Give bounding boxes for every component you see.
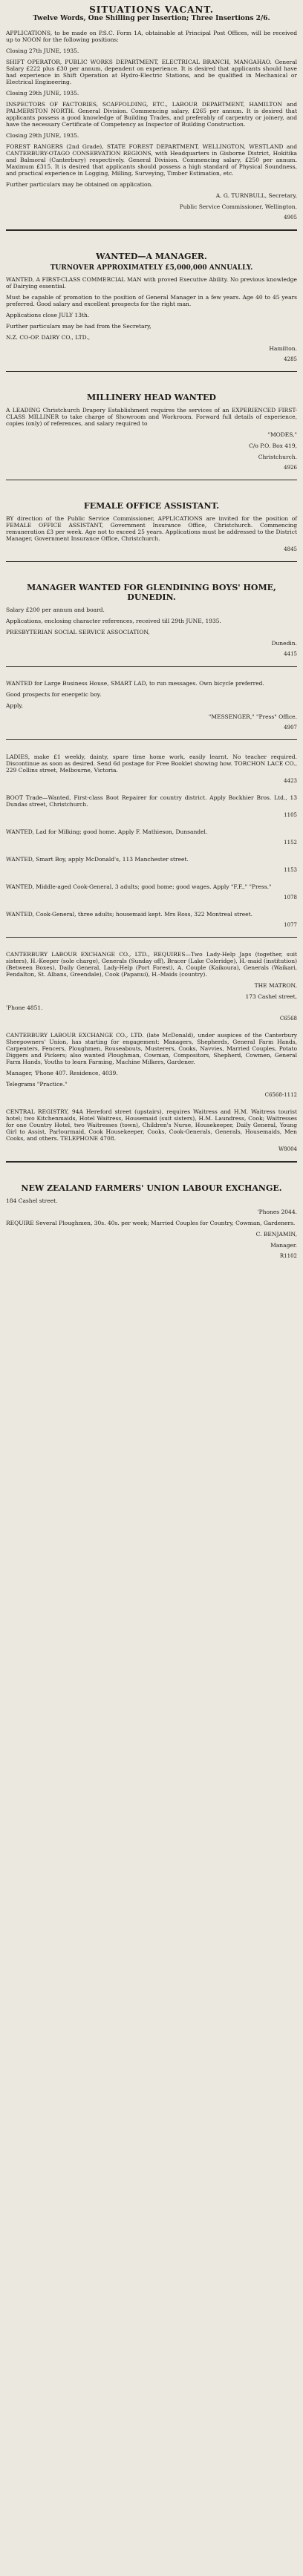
- divider: [6, 666, 297, 667]
- ref-1078: 1078: [284, 895, 297, 900]
- rates-line: Twelve Words, One Shilling per Insertion; Three Insertions 2/6.: [33, 15, 270, 22]
- divider: [6, 229, 297, 231]
- ref-1105: 1105: [284, 812, 297, 818]
- glendining-advert: [6, 568, 297, 660]
- ladies-advert: [6, 746, 297, 787]
- section-heading: SITUATIONS VACANT.: [89, 4, 214, 15]
- ref-4926: 4926: [284, 465, 297, 471]
- page: [6, 4, 297, 1275]
- millinery-body: A LEADING Christchurch Drapery Establishment requires the services of an EXPERIENCED FIRST-CLASS MILLINER to take charge of Showroom and Workroom. Forward full details of experience, copies (only) of references, and salary required to: [6, 407, 297, 427]
- ref-w8004: W8004: [278, 1146, 297, 1152]
- cook-general-2-body: WANTED, Cook-General, three adults; housemaid kept. Mrs Ross, 322 Montreal street.: [6, 911, 252, 918]
- ref-4905: 4905: [284, 215, 297, 220]
- ref-4845: 4845: [284, 546, 297, 552]
- central-registry-body: CENTRAL REGISTRY, 94A Hereford street (upstairs), requires Waitress and H.M. Waitress tourist hotel; two Kitchenmaids, Hotel Waitress, Housemaid (suit sisters), H.M. Laundress, Cook; Waitresses for one Country Hotel, two Waitresses (town), Children's Nurse, Housekeeper, Daily General, Young Girl to Assist, Parlourmaid, Cook Housekeeper, Cooks, Cook-Generals, Generals, Housemaids, Men Cooks, and others. TELEPHONE 4708.: [6, 1108, 297, 1142]
- phone-4851: 'Phone 4851.: [6, 1004, 43, 1011]
- commission-line: Public Service Commissioner, Wellington.: [179, 203, 297, 210]
- nz-coop-line: N.Z. CO-OP. DAIRY CO., LTD.,: [6, 334, 91, 341]
- presbyterian-line: PRESBYTERIAN SOCIAL SERVICE ASSOCIATION,: [6, 629, 150, 635]
- manager-particulars: Further particulars may be had from the Secretary,: [6, 323, 152, 330]
- ref-1077: 1077: [284, 922, 297, 928]
- millinery-advert: [6, 378, 297, 474]
- glendining-title: MANAGER WANTED FOR GLENDINING BOYS' HOME, DUNEDIN.: [27, 583, 276, 602]
- shift-operator-advert: SHIFT OPERATOR, PUBLIC WORKS DEPARTMENT, ELECTRICAL BRANCH, MANGAHAO. General Salary £222 plus £30 per annum, dependent on experience. It is desired that applicants should have had experience in Shift Operation at Hydro-Electric Stations, and be qualified in Mechanical or Electrical Engineering.: [6, 59, 297, 85]
- ref-4423: 4423: [284, 778, 297, 784]
- cook-general-advert: [6, 876, 297, 903]
- millinery-title: MILLINERY HEAD WANTED: [87, 393, 216, 402]
- glendining-salary: Salary £200 per annum and board.: [6, 607, 105, 613]
- christchurch-line: Christchurch.: [258, 454, 297, 460]
- good-prospects: Good prospects for energetic boy.: [6, 691, 102, 698]
- nzfu-advert: [6, 1168, 297, 1262]
- ref-4285: 4285: [284, 356, 297, 362]
- cook-general-body: WANTED, Middle-aged Cook-General, 3 adults; good home; good wages. Apply "F.F.," "Press.": [6, 883, 272, 890]
- divider: [6, 937, 297, 938]
- closing-date-3: Closing 29th JUNE, 1935.: [6, 132, 79, 139]
- benjamin-manager: Manager.: [270, 1242, 297, 1249]
- forest-rangers-advert: FOREST RANGERS (2nd Grade), STATE FOREST DEPARTMENT, WELLINGTON, WESTLAND and CANTERBURY-OTAGO CONSERVATION REGIONS, with Headquarters in Gisborne District, Hokitika and Balmoral (Canterbury) respectively. General Division. Commencing salary, £250 per annum. Maximum £315. It is desired that applicants should possess a high standard of Physical Soundness, and practical experience in Logging, Milling, Surveying, Timber Estimation, etc.: [6, 143, 297, 177]
- canterbury-labour-2-body: CANTERBURY LABOUR EXCHANGE CO., LTD. (late McDonald), under auspices of the Canterbury Sheepowners' Union, has starting for engagement: Managers, Shepherds, General Farm Hands, Carpenters, Fencers, Ploughmen, Rouseabouts, Musterers, Cooks, Navvies, Married Couples, Potato Diggers and Pickers; also wanted Ploughman, Cowman, Compositors, Shepherd, Cowmen, General Farm Hands, Youths to learn Farming, Machine Milkers, Gardener.: [6, 1032, 297, 1065]
- female-advert: [6, 486, 297, 555]
- ref-r1102: R1102: [279, 1253, 297, 1259]
- manager-phone: Manager, 'Phone 407. Residence, 4039.: [6, 1070, 118, 1076]
- inspectors-advert: INSPECTORS OF FACTORIES, SCAFFOLDING, ETC., LABOUR DEPARTMENT, HAMILTON and PALMERSTON NORTH. General Division. Commencing salary, £265 per annum. It is desired that applicants possess a good knowledge of Building Trades, and preferably of carpentry or joinery, and have the necessary Certificate of Competency as Inspector of Building Construction.: [6, 101, 297, 128]
- manager-body: WANTED, A FIRST-CLASS COMMERCIAL MAN with proved Executive Ability. No previous knowledge of Dairying essential.: [6, 276, 297, 290]
- divider: [6, 561, 297, 562]
- gpo-line: C/o P.O. Box 419,: [249, 442, 297, 449]
- bottom-spacer: [6, 1262, 297, 1275]
- nzfu-body: REQUIRE Several Ploughmen, 30s. 40s. per week; Married Couples for Country, Cowman, Gardeners.: [6, 1220, 296, 1226]
- female-body: BY direction of the Public Service Commissioner, APPLICATIONS are invited for the position of FEMALE OFFICE ASSISTANT, Government Insurance Office, Christchurch. Commencing remuneration £3 per week. Age not to exceed 25 years. Applications must be addressed to the District Manager, Government Insurance Office, Christchurch.: [6, 515, 297, 542]
- smart-boy-body: WANTED, Smart Boy, apply McDonald's, 113 Manchester street.: [6, 856, 189, 863]
- applications-close: Applications close JULY 13th.: [6, 312, 90, 318]
- ladies-body: LADIES, make £1 weekly, dainty, spare time home work, easily learnt. No teacher required. Discontinue as soon as desired. Send 6d postage for Free Booklet showing how. TORCHON LACE CO., 229 Collins street, Melbourne, Victoria.: [6, 753, 297, 774]
- psc-intro: APPLICATIONS, to be made on P.S.C. Form 1A, obtainable at Principal Post Offices, will be received up to NOON for the following positions:: [6, 30, 297, 43]
- smart-lad-advert: [6, 673, 297, 733]
- boot-trade-body: BOOT Trade—Wanted, First-class Boot Repairer for country district. Apply Bockhier Bros. Ltd., 13 Dundas street, Christchurch.: [6, 794, 297, 808]
- ref-1152: 1152: [284, 840, 297, 846]
- cook-general-2-advert: [6, 903, 297, 931]
- psc-advert: [6, 22, 297, 223]
- apply-line: Apply,: [6, 702, 24, 709]
- divider: [6, 1161, 297, 1163]
- modes-line: "MODES,": [267, 431, 297, 438]
- turnbull-signature: A. G. TURNBULL, Secretary,: [215, 192, 297, 199]
- canterbury-labour-2-advert: [6, 1024, 297, 1101]
- hamilton-line: Hamilton.: [269, 345, 297, 352]
- nzfu-address: 184 Cashel street.: [6, 1197, 58, 1204]
- turnover-line: TURNOVER APPROXIMATELY £5,000,000 ANNUALLY.: [50, 264, 253, 272]
- canterbury-labour-1-advert: [6, 944, 297, 1024]
- manager-promotion: Must be capable of promotion to the position of General Manager in a few years. Age 40 to 45 years preferred. Good salary and excellent prospects for the right man.: [6, 294, 297, 307]
- ref-c6568: C6568: [279, 1016, 297, 1021]
- matron-line: THE MATRON,: [254, 982, 297, 989]
- cashel-line: 173 Cashel street,: [245, 993, 297, 1000]
- divider: [6, 739, 297, 740]
- nzfu-title: NEW ZEALAND FARMERS' UNION LABOUR EXCHANGE.: [21, 1183, 282, 1193]
- female-title: FEMALE OFFICE ASSISTANT.: [83, 501, 220, 511]
- lad-milking-advert: [6, 821, 297, 849]
- boot-trade-advert: [6, 787, 297, 821]
- wanted-manager-title: WANTED—A MANAGER.: [96, 252, 207, 261]
- smart-boy-advert: [6, 849, 297, 876]
- ref-1153: 1153: [284, 867, 297, 873]
- closing-date-2: Closing 29th JUNE, 1935.: [6, 90, 79, 97]
- canterbury-labour-1-body: CANTERBURY LABOUR EXCHANGE CO., LTD., REQUIRES—Two Lady-Help Japs (together, suit sisters), H.-Keeper (sole charge), Generals (Sunday off), Bracer (Lake Coleridge), H.-maid (institution) (Between Boxes), Daily General, Lady-Help (Port Forest), A. Couple (Kaikoura), Generals (Waikari, Fendalton, St. Albans, Greendale), Cook (Papanui), H.-Maids (country).: [6, 951, 297, 978]
- telegrams-line: Telegrams "Practice.": [6, 1081, 68, 1088]
- lad-milking-body: WANTED, Lad for Milking; good home. Apply F. Mathieson, Dunsandel.: [6, 828, 208, 835]
- nzfu-phones: 'Phones 2044.: [257, 1209, 297, 1215]
- central-registry-advert: [6, 1101, 297, 1155]
- benjamin-line: C. BENJAMIN,: [255, 1231, 297, 1238]
- ref-c6568-1112: C6568-1112: [264, 1092, 297, 1098]
- messenger-line: "MESSENGER," "Press" Office.: [208, 713, 297, 720]
- ref-4415: 4415: [284, 651, 297, 657]
- closing-date-1: Closing 27th JUNE, 1935.: [6, 48, 79, 54]
- ref-4907: 4907: [284, 725, 297, 730]
- glendining-apply: Applications, enclosing character references, received till 29th JUNE, 1935.: [6, 618, 221, 624]
- manager-advert: [6, 237, 297, 365]
- dunedin-line: Dunedin.: [271, 640, 297, 647]
- divider: [6, 371, 297, 372]
- smart-lad-body: WANTED for Large Business House, SMART LAD, to run messages. Own bicycle preferred.: [6, 680, 264, 687]
- further-particulars: Further particulars may be obtained on application.: [6, 181, 153, 188]
